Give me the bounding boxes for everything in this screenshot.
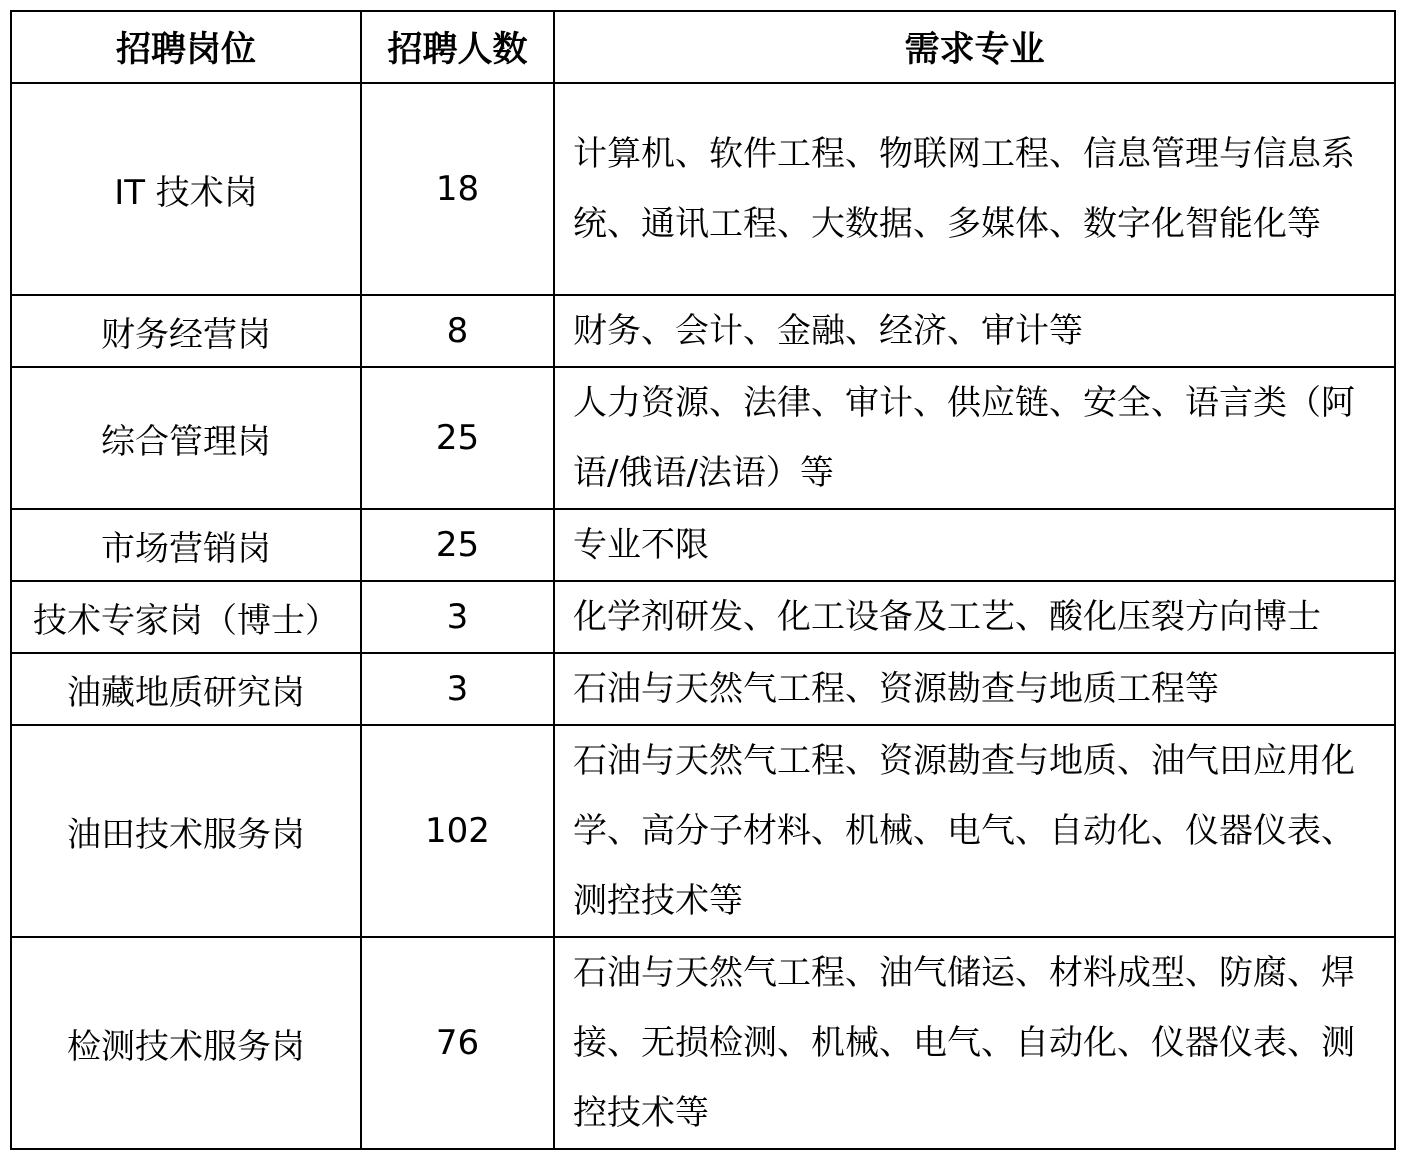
majors-cell: 人力资源、法律、审计、供应链、安全、语言类（阿语/俄语/法语）等: [554, 367, 1395, 509]
header-row: [11, 11, 1395, 83]
majors-cell: 化学剂研发、化工设备及工艺、酸化压裂方向博士: [554, 581, 1395, 653]
majors-cell: 石油与天然气工程、油气储运、材料成型、防腐、焊接、无损检测、机械、电气、自动化、仪器仪表、测控技术等: [554, 937, 1395, 1149]
count-cell: 25: [361, 367, 554, 509]
majors-cell: 石油与天然气工程、资源勘查与地质工程等: [554, 653, 1395, 725]
header-majors: 需求专业: [554, 11, 1395, 83]
header-count: 招聘人数: [361, 11, 554, 83]
count-cell: 25: [361, 509, 554, 581]
position-cell: 检测技术服务岗: [11, 937, 361, 1149]
position-cell: 技术专家岗（博士）: [11, 581, 361, 653]
table-row: [11, 937, 1395, 1149]
position-cell: IT 技术岗: [11, 83, 361, 295]
count-cell: 18: [361, 83, 554, 295]
table-row: [11, 367, 1395, 509]
majors-cell: 石油与天然气工程、资源勘查与地质、油气田应用化学、高分子材料、机械、电气、自动化、仪器仪表、测控技术等: [554, 725, 1395, 937]
count-cell: 3: [361, 581, 554, 653]
table-row: [11, 509, 1395, 581]
position-cell: 综合管理岗: [11, 367, 361, 509]
position-cell: 市场营销岗: [11, 509, 361, 581]
count-cell: 3: [361, 653, 554, 725]
majors-cell: 计算机、软件工程、物联网工程、信息管理与信息系统、通讯工程、大数据、多媒体、数字化智能化等: [554, 83, 1395, 295]
count-cell: 102: [361, 725, 554, 937]
table-row: [11, 83, 1395, 295]
table-row: [11, 581, 1395, 653]
position-cell: 油田技术服务岗: [11, 725, 361, 937]
header-position: 招聘岗位: [11, 11, 361, 83]
position-cell: 油藏地质研究岗: [11, 653, 361, 725]
majors-cell: 专业不限: [554, 509, 1395, 581]
count-cell: 76: [361, 937, 554, 1149]
table-row: [11, 725, 1395, 937]
position-cell: 财务经营岗: [11, 295, 361, 367]
majors-cell: 财务、会计、金融、经济、审计等: [554, 295, 1395, 367]
table-row: [11, 295, 1395, 367]
recruitment-table: [10, 10, 1396, 1150]
count-cell: 8: [361, 295, 554, 367]
table-row: [11, 653, 1395, 725]
